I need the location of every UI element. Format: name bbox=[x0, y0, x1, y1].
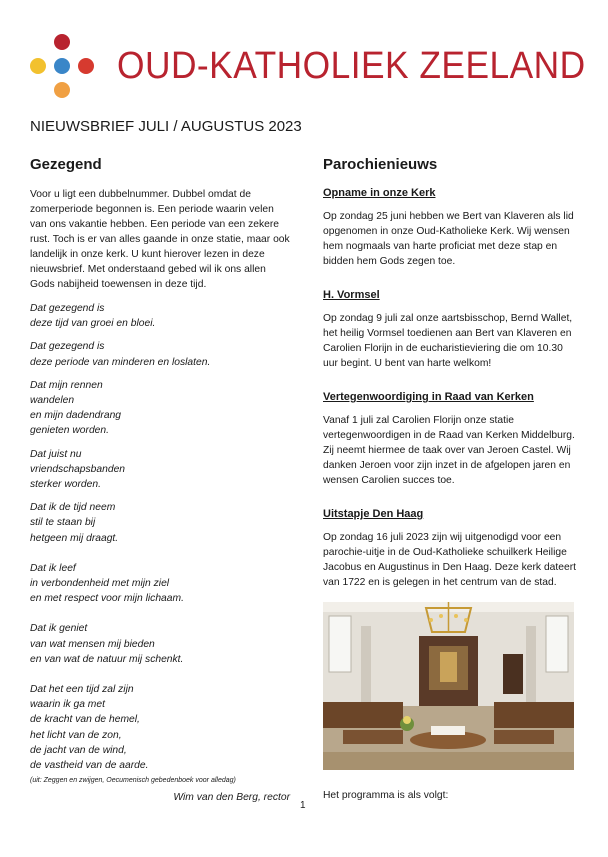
section-title: Opname in onze Kerk bbox=[323, 187, 436, 199]
poem-line: de kracht van de hemel, bbox=[30, 714, 140, 726]
poem-line: en van wat de natuur mij schenkt. bbox=[30, 653, 184, 665]
poem-stanza bbox=[30, 447, 292, 493]
page-number: 1 bbox=[300, 800, 306, 811]
poem-line: in verbondenheid met mijn ziel bbox=[30, 578, 170, 590]
logo-dot-left bbox=[30, 58, 46, 74]
church-interior-illustration bbox=[323, 602, 574, 770]
poem-line: Dat gezegend is bbox=[30, 341, 105, 353]
poem-line: Dat juist nu bbox=[30, 448, 82, 460]
brand-name: OUD-KATHOLIEK ZEELAND bbox=[117, 45, 586, 87]
poem-stanza bbox=[30, 561, 292, 607]
program-intro: Het programma is als volgt: bbox=[323, 790, 449, 801]
news-section bbox=[323, 508, 578, 590]
logo-dot-bottom bbox=[54, 82, 70, 98]
signature: Wim van den Berg, rector bbox=[173, 792, 290, 804]
poem-line: Dat het een tijd zal zijn bbox=[30, 684, 134, 696]
left-column bbox=[30, 156, 292, 803]
poem-line: en met respect voor mijn lichaam. bbox=[30, 593, 184, 605]
right-column bbox=[323, 156, 578, 801]
section-title: Vertegenwoordiging in Raad van Kerken bbox=[323, 391, 534, 403]
poem-line: en mijn dadendrang bbox=[30, 410, 122, 422]
poem-line: deze tijd van groei en bloei. bbox=[30, 318, 156, 330]
poem-stanza bbox=[30, 682, 292, 773]
right-heading: Parochienieuws bbox=[323, 156, 438, 173]
poem-stanza bbox=[30, 621, 292, 667]
poem-line: Dat ik leef bbox=[30, 562, 76, 574]
poem-line: Dat mijn rennen bbox=[30, 379, 103, 391]
section-text: Vanaf 1 juli zal Carolien Florijn onze statie vertegenwoordigen in de Raad van Kerken Middelburg. Zij neemt hiermee de taak over van Jeroen Castel. Wij danken Jeroen voor zijn inzet in de afgelopen jaren en wensen Carolien succes toe. bbox=[323, 415, 575, 486]
church-interior-photo bbox=[323, 602, 574, 770]
poem-line: genieten worden. bbox=[30, 425, 110, 437]
poem-line: de jacht van de wind, bbox=[30, 744, 127, 756]
logo-dot-center bbox=[54, 58, 70, 74]
poem-source: (uit: Zeggen en zwijgen, Oecumenisch gebedenboek voor alledag) bbox=[30, 777, 236, 785]
newsletter-title: NIEUWSBRIEF JULI / AUGUSTUS 2023 bbox=[30, 118, 302, 135]
poem-line: hetgeen mij draagt. bbox=[30, 532, 119, 544]
poem-stanza bbox=[30, 378, 292, 439]
logo-dot-right bbox=[78, 58, 94, 74]
poem-line: Dat ik de tijd neem bbox=[30, 502, 116, 514]
poem-line: van wat mensen mij bieden bbox=[30, 638, 155, 650]
poem-line: sterker worden. bbox=[30, 479, 101, 491]
left-heading: Gezegend bbox=[30, 156, 102, 173]
poem-stanza bbox=[30, 301, 292, 331]
poem-line: wandelen bbox=[30, 395, 75, 407]
poem bbox=[30, 301, 292, 773]
section-title: Uitstapje Den Haag bbox=[323, 508, 424, 520]
section-text: Op zondag 16 juli 2023 zijn wij uitgenodigd voor een parochie-uitje in de Oud-Katholieke schuilkerk Heilige Jacobus en Augustinus in Den Haag. Deze kerk dateert van 1722 en is gelegen in het centrum van de stad. bbox=[323, 532, 576, 588]
section-text: Op zondag 25 juni hebben we Bert van Klaveren als lid opgenomen in onze Oud-Katholieke Kerk. Wij wensen hem nogmaals van harte proficiat met deze stap en bidden hem Gods zegen toe. bbox=[323, 211, 574, 267]
section-title: H. Vormsel bbox=[323, 289, 380, 301]
poem-stanza bbox=[30, 339, 292, 369]
logo bbox=[28, 34, 98, 104]
poem-line: stil te staan bij bbox=[30, 517, 96, 529]
poem-line: het licht van de zon, bbox=[30, 729, 122, 741]
poem-line: Dat gezegend is bbox=[30, 303, 105, 314]
poem-line: vriendschapsbanden bbox=[30, 463, 126, 475]
poem-line: de vastheid van de aarde. bbox=[30, 760, 149, 772]
poem-line: Dat ik geniet bbox=[30, 623, 88, 635]
logo-dot-top bbox=[54, 34, 70, 50]
section-text: Op zondag 9 juli zal onze aartsbisschop, Bernd Wallet, het heilig Vormsel toedienen aan Bert van Klaveren en Carolien Florijn in de eucharistieviering die om 10.30 uur begint. U bent van harte welkom! bbox=[323, 313, 573, 369]
poem-stanza bbox=[30, 500, 292, 546]
poem-line: deze periode van minderen en loslaten. bbox=[30, 356, 211, 368]
news-section bbox=[323, 187, 578, 269]
intro-paragraph: Voor u ligt een dubbelnummer. Dubbel omdat de zomerperiode begonnen is. Een periode waarin velen van ons vakantie hebben. Een periode van een zekere rust. Toch is er van alles gaande in onze statie, maar ook landelijk in onze kerk. U kunt hierover lezen in deze nieuwsbrief. Met onderstaand gebed wil ik ons allen Gods nabijheid toewensen in deze tijd. bbox=[30, 189, 290, 290]
news-section bbox=[323, 289, 578, 371]
news-section bbox=[323, 391, 578, 488]
poem-line: waarin ik ga met bbox=[30, 699, 105, 711]
